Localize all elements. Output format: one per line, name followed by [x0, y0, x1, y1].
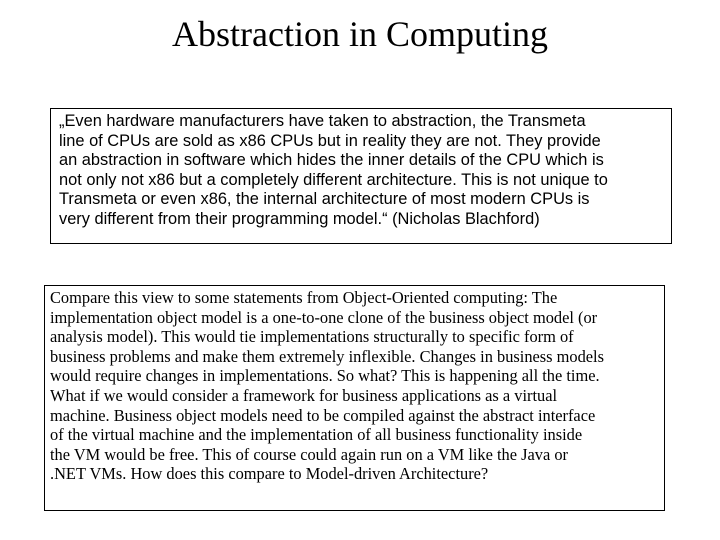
discussion-line: would require changes in implementations. So what? This is happening all the time. [50, 366, 600, 386]
quote-line: not only not x86 but a completely different architecture. This is not unique to [59, 170, 608, 189]
quote-box [50, 108, 672, 244]
discussion-line: implementation object model is a one-to-one clone of the business object model (or [50, 307, 598, 327]
quote-line: „Even hardware manufacturers have taken to abstraction, the Transmeta [59, 112, 586, 130]
discussion-line: analysis model). This would tie implementations structurally to specific form of [50, 327, 574, 347]
quote-line: an abstraction in software which hides the inner details of the CPU which is [59, 151, 604, 170]
slide-title: Abstraction in Computing [172, 14, 548, 54]
discussion-line: of the virtual machine and the implementation of all business functionality inside [50, 425, 583, 445]
discussion-line: business problems and make them extremely inflexible. Changes in business models [50, 346, 604, 366]
discussion-line: the VM would be free. This of course could again run on a VM like the Java or [50, 444, 569, 464]
discussion-line: Compare this view to some statements from Object-Oriented computing: The [50, 288, 558, 307]
quote-line: very different from their programming model.“ (Nicholas Blachford) [59, 209, 540, 228]
discussion-line: .NET VMs. How does this compare to Model-driven Architecture? [50, 464, 489, 484]
discussion-line: machine. Business object models need to be compiled against the abstract interface [50, 405, 596, 425]
quote-line: line of CPUs are sold as x86 CPUs but in reality they are not. They provide [59, 131, 601, 150]
discussion-line: What if we would consider a framework for business applications as a virtual [50, 385, 558, 405]
discussion-box [44, 285, 665, 511]
quote-line: Transmeta or even x86, the internal architecture of most modern CPUs is [59, 190, 590, 209]
